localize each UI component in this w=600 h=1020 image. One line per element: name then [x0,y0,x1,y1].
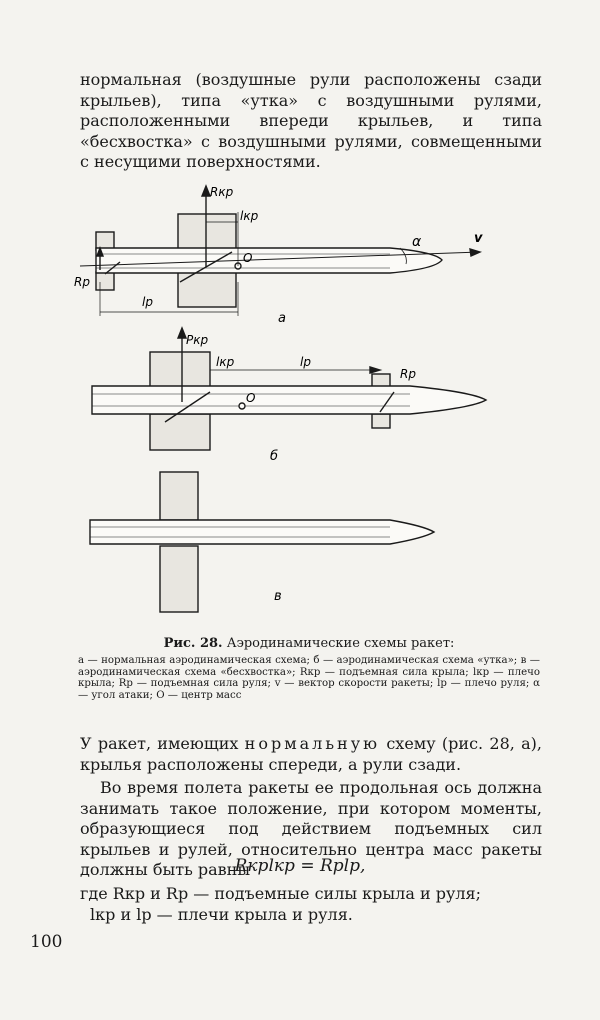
rocket-body-a [96,248,442,273]
p2-text-b: схему (рис. 28, а), крылья расположены спереди, а рули сзади. [80,734,542,774]
paragraph-flight: Во время полета ракеты ее продольная ось должна занимать такое положение, при котором моменты, образующиеся под действием подъемных сил крыльев и рулей, относительно центра масс ракеты должны быть равны [80,778,542,879]
label-sub-a: а [278,311,286,326]
moment-formula: Rкрlкр = Rрlр, [234,856,366,876]
where-line-2: lкр и lр — плечи крыла и руля. [90,905,353,924]
paragraph-intro: нормальная (воздушные рули расположены сзади крыльев), типа «утка» с воздушными рулями, расположенными впереди крыльев, и типа «бесхвостка» с воздушными рулями, совмещенными с несущими поверхностями. [80,70,542,171]
label-R-p-b: Rр [400,367,416,381]
where-line-1: где Rкр и Rр — подъемные силы крыла и руля; [80,884,481,903]
label-v: v [474,231,483,246]
label-l-p-b: lр [300,355,311,369]
wing-a-lower [178,272,236,307]
figure-caption-title [78,636,540,651]
figure-caption-legend: а — нормальная аэродинамическая схема; б — аэродинамическая схема «утка»; в — аэродинамическая схема «бесхвостка»; Rкр — подъемная сила крыла; lкр — плечо крыла; Rр — подъемная сила руля; v — вектор скорости ракеты; lр — плечо руля; α — угол атаки; О — центр масс [78,655,540,701]
figure-v [90,472,434,612]
label-l-kr-a: lкр [240,209,259,223]
label-sub-v: в [274,589,282,604]
figure-a [80,186,480,316]
paragraph-normal-scheme [80,734,542,775]
label-alpha: α [412,234,422,250]
label-O-b: O [246,391,256,405]
label-O-a: O [243,251,253,265]
rudder-a-lower [96,272,114,290]
label-R-kr: Rкр [210,185,234,199]
label-P-kr: Pкр [186,333,209,347]
rocket-schemes-figure [60,182,520,622]
label-l-p-a: lр [142,295,153,309]
page-number: 100 [30,932,63,952]
caption-title: Аэродинамические схемы ракет: [222,636,455,651]
figure-b [92,328,486,450]
label-R-p-a: Rр [74,275,90,289]
p2-text-a: У ракет, имеющих [80,734,245,753]
p2-spaced-word: нормальную [244,734,381,753]
label-l-kr-b: lкр [216,355,235,369]
caption-prefix: Рис. 28. [163,636,223,651]
label-sub-b: б [270,449,279,464]
wing-a-upper [178,214,236,249]
